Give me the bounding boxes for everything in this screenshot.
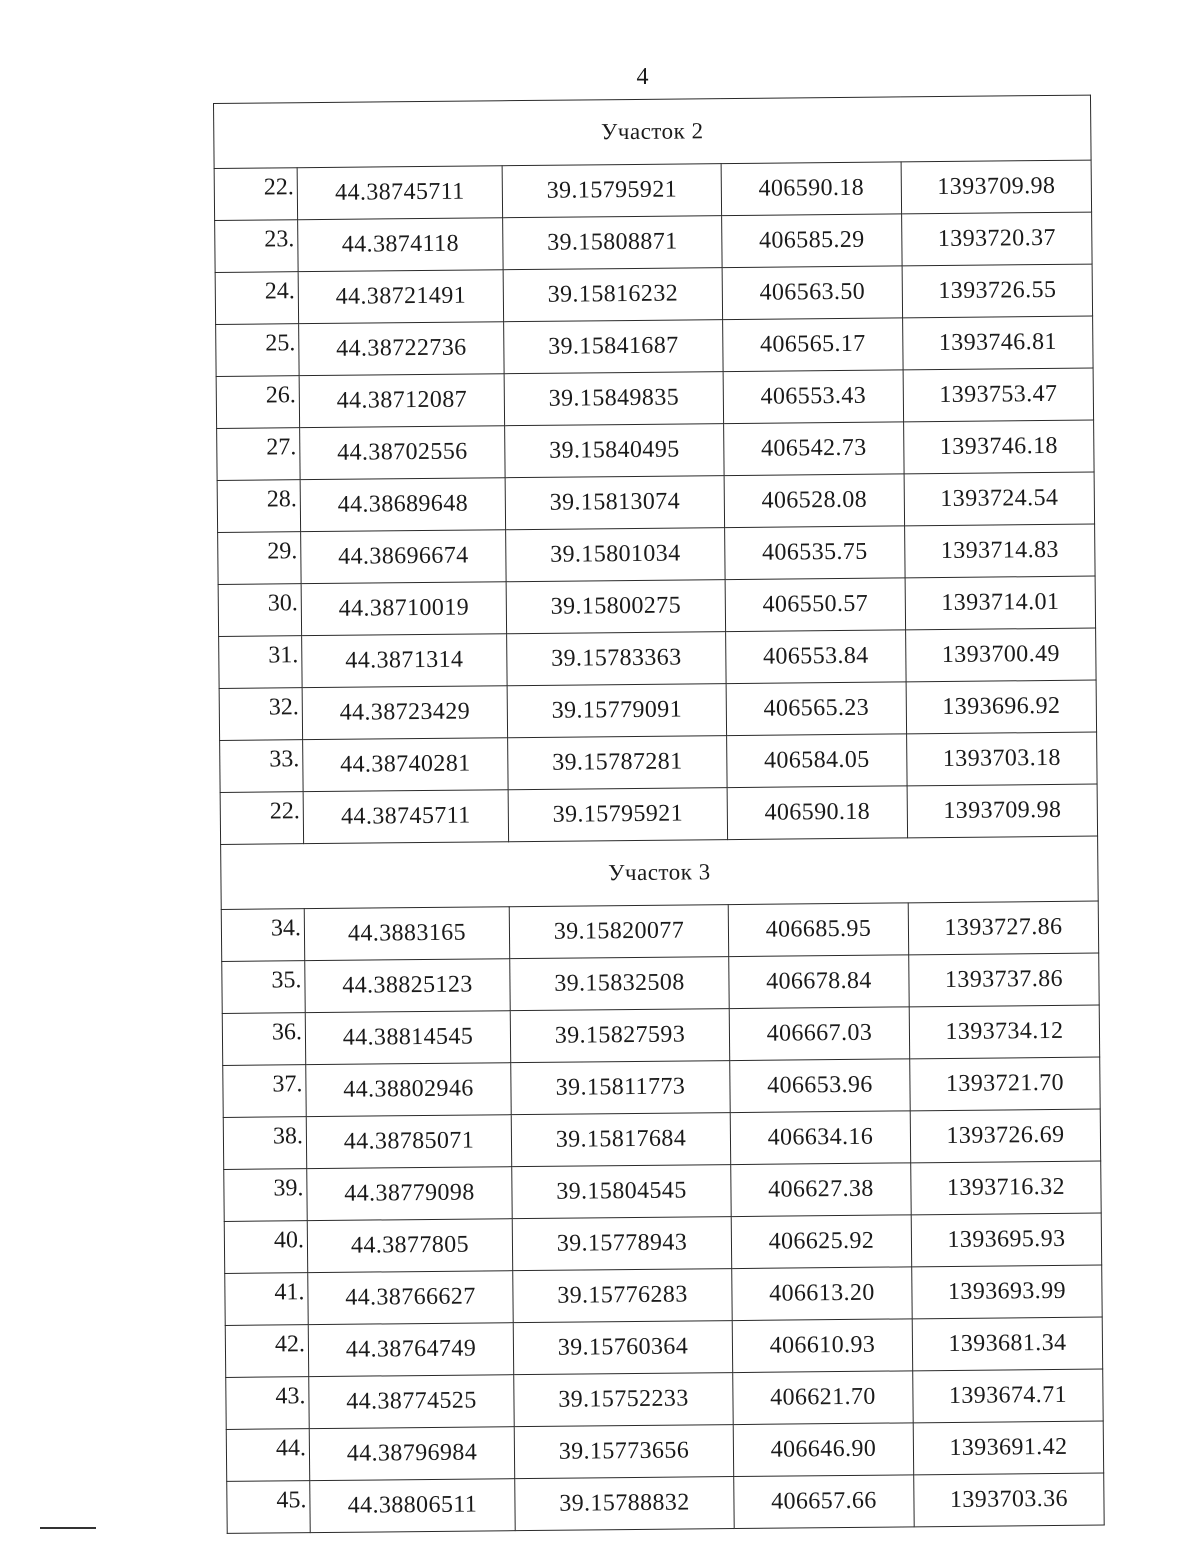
table-row	[219, 680, 1096, 740]
x-coordinate-cell: 406646.90	[733, 1423, 913, 1477]
table-row	[227, 1473, 1104, 1533]
y-coordinate-cell: 1393746.18	[904, 420, 1095, 474]
point-number-cell: 31.	[219, 636, 302, 689]
longitude-cell: 39.15801034	[506, 528, 725, 582]
table-row	[216, 368, 1093, 428]
table-row	[221, 901, 1098, 961]
table-row	[214, 160, 1091, 220]
x-coordinate-cell: 406685.95	[728, 903, 908, 957]
y-coordinate-cell: 1393714.83	[905, 524, 1096, 578]
y-coordinate-cell: 1393709.98	[907, 784, 1098, 838]
point-number-cell: 22.	[220, 792, 303, 845]
x-coordinate-cell: 406563.50	[722, 266, 902, 320]
latitude-cell: 44.3871314	[302, 634, 507, 688]
y-coordinate-cell: 1393720.37	[902, 212, 1093, 266]
x-coordinate-cell: 406565.23	[726, 682, 906, 736]
x-coordinate-cell: 406625.92	[731, 1215, 911, 1269]
latitude-cell: 44.38825123	[305, 959, 510, 1013]
latitude-cell: 44.38796984	[309, 1427, 514, 1481]
x-coordinate-cell: 406653.96	[730, 1059, 910, 1113]
latitude-cell: 44.3877805	[307, 1219, 512, 1273]
latitude-cell: 44.38766627	[308, 1271, 513, 1325]
table-row	[224, 1161, 1101, 1221]
longitude-cell: 39.15811773	[511, 1061, 730, 1115]
table-row	[224, 1213, 1101, 1273]
longitude-cell: 39.15778943	[512, 1217, 731, 1271]
longitude-cell: 39.15849835	[504, 372, 723, 426]
y-coordinate-cell: 1393746.81	[903, 316, 1094, 370]
table-row	[215, 264, 1092, 324]
table-row	[215, 212, 1092, 272]
point-number-cell: 45.	[227, 1481, 310, 1534]
table-row	[225, 1317, 1102, 1377]
y-coordinate-cell: 1393709.98	[901, 160, 1092, 214]
point-number-cell: 26.	[216, 376, 299, 429]
point-number-cell: 23.	[215, 220, 298, 273]
y-coordinate-cell: 1393726.55	[902, 264, 1093, 318]
footer-divider	[40, 1527, 96, 1529]
table-row	[226, 1421, 1103, 1481]
point-number-cell: 36.	[222, 1013, 305, 1066]
table-row	[226, 1369, 1103, 1429]
longitude-cell: 39.15787281	[508, 736, 727, 790]
coordinates-table	[213, 95, 1105, 1534]
point-number-cell: 37.	[223, 1065, 306, 1118]
section-title: Участок 3	[221, 836, 1099, 909]
longitude-cell: 39.15795921	[502, 164, 721, 218]
point-number-cell: 33.	[220, 740, 303, 793]
x-coordinate-cell: 406553.84	[726, 630, 906, 684]
latitude-cell: 44.38710019	[301, 582, 506, 636]
point-number-cell: 34.	[221, 909, 304, 962]
latitude-cell: 44.38696674	[301, 530, 506, 584]
section-header-row	[214, 95, 1092, 168]
page-number: 4	[636, 64, 649, 90]
x-coordinate-cell: 406565.17	[723, 318, 903, 372]
latitude-cell: 44.38814545	[305, 1011, 510, 1065]
y-coordinate-cell: 1393703.36	[914, 1473, 1105, 1527]
latitude-cell: 44.38774525	[309, 1375, 514, 1429]
table-row	[225, 1265, 1102, 1325]
longitude-cell: 39.15779091	[507, 684, 726, 738]
y-coordinate-cell: 1393753.47	[903, 368, 1094, 422]
y-coordinate-cell: 1393734.12	[909, 1005, 1100, 1059]
point-number-cell: 38.	[223, 1117, 306, 1170]
longitude-cell: 39.15832508	[510, 957, 729, 1011]
y-coordinate-cell: 1393693.99	[912, 1265, 1103, 1319]
x-coordinate-cell: 406613.20	[732, 1267, 912, 1321]
latitude-cell: 44.38745711	[297, 166, 502, 220]
longitude-cell: 39.15783363	[507, 632, 726, 686]
table-row	[218, 524, 1095, 584]
x-coordinate-cell: 406553.43	[723, 370, 903, 424]
latitude-cell: 44.38689648	[300, 478, 505, 532]
latitude-cell: 44.38721491	[298, 270, 503, 324]
longitude-cell: 39.15760364	[513, 1321, 732, 1375]
latitude-cell: 44.38806511	[310, 1479, 515, 1533]
x-coordinate-cell: 406610.93	[732, 1319, 912, 1373]
point-number-cell: 44.	[226, 1429, 309, 1482]
longitude-cell: 39.15800275	[506, 580, 725, 634]
y-coordinate-cell: 1393696.92	[906, 680, 1097, 734]
latitude-cell: 44.38712087	[299, 374, 504, 428]
table-row	[220, 732, 1097, 792]
x-coordinate-cell: 406535.75	[725, 526, 905, 580]
longitude-cell: 39.15817684	[511, 1113, 730, 1167]
point-number-cell: 24.	[215, 272, 298, 325]
section-title: Участок 2	[214, 95, 1092, 168]
x-coordinate-cell: 406590.18	[721, 162, 901, 216]
longitude-cell: 39.15827593	[510, 1009, 729, 1063]
longitude-cell: 39.15804545	[512, 1165, 731, 1219]
table-row	[219, 628, 1096, 688]
y-coordinate-cell: 1393691.42	[913, 1421, 1104, 1475]
table-row	[220, 784, 1097, 844]
y-coordinate-cell: 1393695.93	[911, 1213, 1102, 1267]
x-coordinate-cell: 406634.16	[730, 1111, 910, 1165]
latitude-cell: 44.38745711	[303, 790, 508, 844]
longitude-cell: 39.15776283	[513, 1269, 732, 1323]
point-number-cell: 27.	[217, 428, 300, 481]
point-number-cell: 28.	[217, 480, 300, 533]
table-row	[218, 576, 1095, 636]
section-header-row	[221, 836, 1099, 909]
coordinates-table-body	[214, 95, 1105, 1533]
x-coordinate-cell: 406550.57	[725, 578, 905, 632]
point-number-cell: 29.	[218, 532, 301, 585]
longitude-cell: 39.15752233	[514, 1373, 733, 1427]
latitude-cell: 44.3874118	[298, 218, 503, 272]
point-number-cell: 22.	[214, 168, 297, 221]
latitude-cell: 44.38764749	[308, 1323, 513, 1377]
table-row	[217, 420, 1094, 480]
point-number-cell: 42.	[225, 1325, 308, 1378]
y-coordinate-cell: 1393716.32	[911, 1161, 1102, 1215]
latitude-cell: 44.38785071	[306, 1115, 511, 1169]
y-coordinate-cell: 1393674.71	[913, 1369, 1104, 1423]
longitude-cell: 39.15840495	[505, 424, 724, 478]
longitude-cell: 39.15816232	[503, 268, 722, 322]
x-coordinate-cell: 406621.70	[733, 1371, 913, 1425]
table-row	[222, 953, 1099, 1013]
table-row	[223, 1109, 1100, 1169]
x-coordinate-cell: 406584.05	[727, 734, 907, 788]
longitude-cell: 39.15788832	[515, 1477, 734, 1531]
point-number-cell: 32.	[219, 688, 302, 741]
latitude-cell: 44.38802946	[306, 1063, 511, 1117]
table-row	[216, 316, 1093, 376]
point-number-cell: 35.	[222, 961, 305, 1014]
y-coordinate-cell: 1393724.54	[904, 472, 1095, 526]
point-number-cell: 39.	[224, 1169, 307, 1222]
y-coordinate-cell: 1393714.01	[905, 576, 1096, 630]
point-number-cell: 43.	[226, 1377, 309, 1430]
latitude-cell: 44.38779098	[307, 1167, 512, 1221]
longitude-cell: 39.15820077	[509, 905, 728, 959]
longitude-cell: 39.15841687	[504, 320, 723, 374]
x-coordinate-cell: 406528.08	[724, 474, 904, 528]
y-coordinate-cell: 1393721.70	[910, 1057, 1101, 1111]
y-coordinate-cell: 1393681.34	[912, 1317, 1103, 1371]
point-number-cell: 41.	[225, 1273, 308, 1326]
latitude-cell: 44.38740281	[303, 738, 508, 792]
point-number-cell: 30.	[218, 584, 301, 637]
point-number-cell: 25.	[216, 324, 299, 377]
x-coordinate-cell: 406590.18	[727, 786, 907, 840]
table-row	[217, 472, 1094, 532]
y-coordinate-cell: 1393700.49	[906, 628, 1097, 682]
longitude-cell: 39.15795921	[508, 788, 727, 842]
x-coordinate-cell: 406667.03	[729, 1007, 909, 1061]
latitude-cell: 44.38702556	[300, 426, 505, 480]
y-coordinate-cell: 1393727.86	[908, 901, 1099, 955]
x-coordinate-cell: 406542.73	[724, 422, 904, 476]
point-number-cell: 40.	[224, 1221, 307, 1274]
y-coordinate-cell: 1393703.18	[907, 732, 1098, 786]
y-coordinate-cell: 1393726.69	[910, 1109, 1101, 1163]
latitude-cell: 44.38722736	[299, 322, 504, 376]
x-coordinate-cell: 406585.29	[722, 214, 902, 268]
y-coordinate-cell: 1393737.86	[909, 953, 1100, 1007]
longitude-cell: 39.15773656	[514, 1425, 733, 1479]
table-row	[222, 1005, 1099, 1065]
table-row	[223, 1057, 1100, 1117]
latitude-cell: 44.38723429	[302, 686, 507, 740]
latitude-cell: 44.3883165	[304, 907, 509, 961]
longitude-cell: 39.15808871	[503, 216, 722, 270]
x-coordinate-cell: 406657.66	[734, 1475, 914, 1529]
longitude-cell: 39.15813074	[505, 476, 724, 530]
x-coordinate-cell: 406627.38	[731, 1163, 911, 1217]
x-coordinate-cell: 406678.84	[729, 955, 909, 1009]
